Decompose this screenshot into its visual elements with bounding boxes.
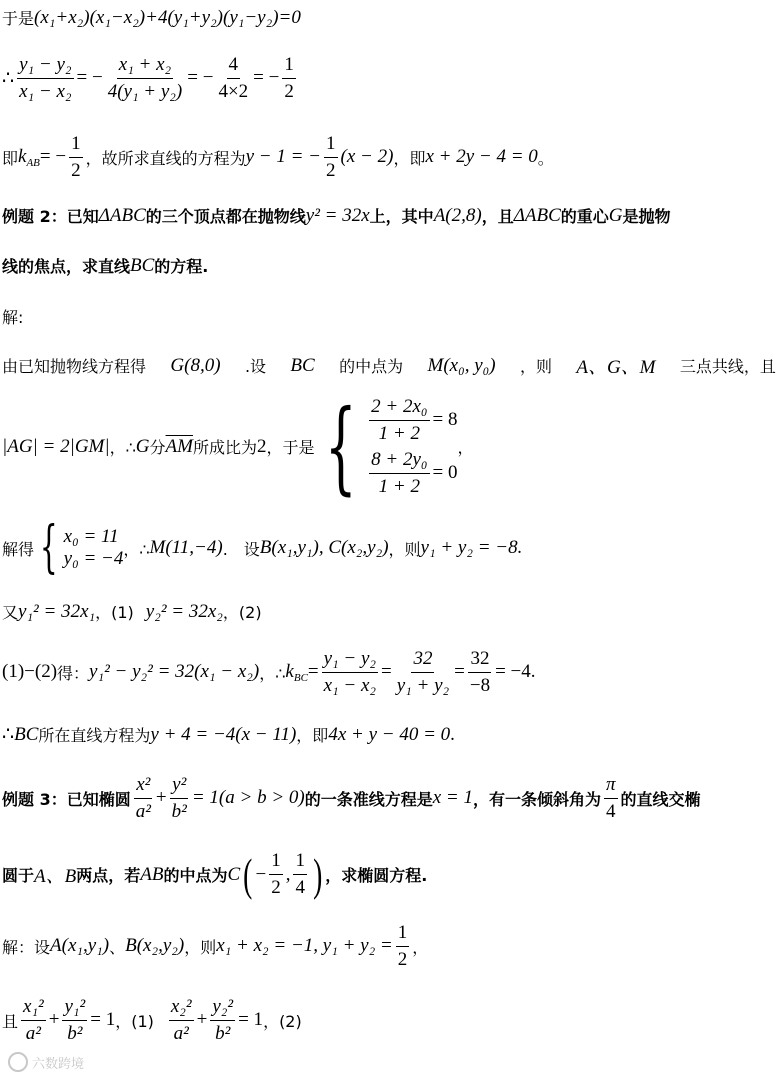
math-expression: A(2,8): [433, 204, 482, 226]
text: 。: [537, 148, 554, 168]
equation-line-1: [2, 6, 301, 29]
watermark-logo-icon: [8, 1052, 28, 1072]
text: ，(2): [222, 603, 262, 622]
fraction: $\frac{1}{2}$: [326, 133, 336, 181]
math-expression: x + 2y − 4 = 0: [425, 146, 538, 168]
math-expression: = 1: [238, 1009, 264, 1031]
text: 所成比为: [192, 438, 257, 458]
text: ，即: [296, 726, 329, 745]
math-expression: B(x₁,y₁), C(x₂,y₂): [259, 537, 389, 558]
text: 、: [109, 937, 126, 957]
therefore-symbol: ∴: [2, 67, 15, 89]
equation-system: { x₀ = 11 y₀ = −4: [39, 515, 124, 580]
text: ，有一条倾斜角为: [473, 789, 602, 809]
text: 的一条准线方程是: [304, 789, 433, 809]
math-expression: G(8,0): [170, 354, 221, 376]
text: . 设: [222, 539, 260, 559]
math-expression: BC: [14, 723, 39, 745]
math-expression: y₁ + y₂ = −8.: [420, 537, 523, 558]
text: 的中点为: [339, 357, 404, 376]
text: 是抛物: [622, 207, 671, 226]
slope-ab: $k_{AB}$: [18, 145, 40, 169]
text: 线的焦点，求直线: [2, 257, 131, 276]
text: 的三个顶点都在抛物线: [145, 207, 306, 226]
math-expression: y + 4 = −4(x − 11): [150, 723, 297, 745]
text: 解：设: [2, 937, 51, 957]
math-expression: y₂² = 32x₂: [145, 600, 223, 622]
math-expression: G: [135, 435, 150, 457]
text: 于是: [2, 9, 35, 28]
equation-line-3: [2, 133, 554, 182]
math-expression: C: [227, 863, 241, 885]
example-2-title-cont: [2, 254, 208, 277]
math-expression: y₁² − y₂² = 32(x₁ − x₂): [89, 661, 260, 683]
math-expression: AB: [140, 863, 164, 885]
math-expression: M(11,−4): [149, 537, 223, 558]
text: ，求椭圆方程.: [325, 866, 428, 885]
text: .: [450, 723, 455, 745]
math-expression: = 8: [432, 409, 458, 431]
example-3-title: 例题 3：已知椭圆 $\frac{\text{x²}}{\text{a²}}$ + $\frac{\text{y²}}{\text{b²}}$ = 1(a > b > 0) 的一条准线方程是 x = 1 ，有一条倾斜角为 $\frac{\pi}{4}$ 的直线交椭: [2, 774, 701, 822]
text: = −: [39, 146, 67, 168]
math-expression: y − 1 = −: [245, 146, 322, 168]
math-expression: = 1(a > b > 0): [191, 787, 305, 809]
text: .设: [244, 357, 267, 376]
text: ，则: [184, 937, 217, 957]
text: ，∴: [259, 663, 286, 683]
solution-line-3: [2, 515, 523, 580]
text: ，(1): [115, 1011, 154, 1031]
watermark: [8, 1052, 84, 1072]
text: 的重心: [560, 207, 609, 226]
example-2-title: [2, 204, 671, 227]
text: 解:: [2, 308, 24, 327]
equation-line-2: ∴ $\frac{\text{y₁ − y₂}}{\text{x₁ − x₂}}$ = − $\frac{\text{x₁ + x₂}}{\text{4(y₁ + y₂)}}$ = − $\frac{4}{4\times 2}$ = − $\frac{1}{2}$: [2, 54, 294, 102]
fraction: $\frac{\text{x₁ + x₂}}{\text{4(y₁ + y₂)}}$: [107, 54, 183, 102]
math-expression: y₀ = −4: [63, 548, 124, 569]
math-expression: y₁² = 32x₁: [18, 600, 96, 622]
math-expression: (x − 2): [340, 146, 394, 168]
math-expression: x = 1: [432, 787, 473, 809]
math-expression: x₁ + x₂ = −1, y₁ + y₂ =: [216, 935, 393, 957]
fraction: $\frac{4}{4\times 2}$: [218, 54, 249, 102]
watermark-text: 六数跨境: [32, 1056, 85, 1072]
math-expression: |AG| = 2|GM|: [2, 435, 110, 457]
equation-system: { $\frac{\text{2 + 2x₀}}{1 + 2}$ = 8 $\frac{\text{8 + 2y₀}}{1 + 2}$ = 0 ，: [324, 387, 474, 505]
solution-label: [2, 305, 23, 328]
math-expression: 2: [256, 435, 267, 457]
text: ∴: [2, 724, 15, 745]
text: 解得: [2, 539, 35, 559]
text: 例题 2：已知: [2, 207, 99, 226]
solution-line-6: [2, 723, 455, 746]
text: ，(1): [95, 603, 134, 622]
text: ，则: [519, 357, 552, 376]
text: 且: [2, 1011, 19, 1031]
text: ，: [412, 937, 429, 957]
fraction: $\frac{\text{y₁ − y₂}}{\text{x₁ − x₂}}$: [19, 54, 72, 102]
text: 得：: [57, 663, 90, 683]
solution-line-2: [2, 387, 474, 505]
text: ，故所求直线的方程为: [85, 148, 246, 168]
math-expression: (1)−(2): [2, 661, 58, 683]
math-expression: (x₁+x₂)(x₁−x₂)+4(y₁+y₂)(y₁−y₂)=0: [34, 6, 301, 28]
math-expression: G: [608, 204, 623, 226]
text: ，∴: [123, 539, 150, 559]
math-expression: A(x₁,y₁): [50, 935, 110, 957]
solution-line-7: 解：设 A(x₁,y₁) 、 B(x₂,y₂) ，则 x₁ + x₂ = −1, y₁ + y₂ = $\frac{1}{2}$ ，: [2, 922, 429, 970]
text: 三点共线，且: [679, 357, 776, 376]
solution-line-4: [2, 600, 262, 623]
text: 圆于: [2, 866, 35, 885]
text: 分: [149, 438, 166, 458]
math-expression: ΔABC: [98, 204, 146, 226]
math-expression: ΔABC: [513, 204, 561, 226]
text: 例题 3：已知椭圆: [2, 789, 131, 809]
math-expression: 4x + y − 40 = 0: [328, 723, 451, 745]
math-expression: x₀ = 11: [63, 526, 119, 547]
text: ，于是: [266, 438, 315, 458]
text: 上，其中: [369, 207, 434, 226]
text: ，即: [393, 148, 426, 168]
text: ，且: [481, 207, 514, 226]
slope-bc: $k_{BC}$: [285, 660, 308, 684]
text: 又: [2, 603, 19, 622]
text: 两点，若: [76, 866, 141, 885]
text: ，(2): [263, 1011, 302, 1031]
math-expression: y² = 32x: [305, 204, 370, 226]
math-expression: BC: [290, 354, 315, 376]
math-expression: = 0: [432, 462, 458, 484]
solution-line-8: 且 $\frac{\text{x₁²}}{\text{a²}}$ + $\frac{\text{y₁²}}{\text{b²}}$ = 1 ，(1) $\frac{\text{x₂²}}{\text{a²}}$ + $\frac{\text{y₂²}}{\text{b²}}$ = 1 ，(2): [2, 996, 302, 1044]
text: ，: [457, 438, 474, 458]
text: 即: [2, 148, 19, 168]
math-expression: BC: [130, 254, 155, 276]
fraction: $\frac{1}{2}$: [71, 133, 81, 181]
math-expression: M(x₀, y₀): [427, 354, 496, 376]
text: ，∴: [109, 438, 136, 458]
text: 所在直线方程为: [38, 726, 151, 745]
math-expression: A、B: [34, 866, 77, 887]
text: ，则: [388, 539, 421, 559]
example-3-title-cont: 圆于 A、B 两点，若 AB 的中点为 C ( − $\frac{1}{2}$ , $\frac{1}{4}$ ) ，求椭圆方程.: [2, 849, 428, 900]
math-expression: = 1: [90, 1009, 116, 1031]
solution-line-1: [2, 352, 776, 379]
text: 的中点为: [163, 866, 228, 885]
math-expression: $\overline{AM}$: [165, 435, 193, 457]
solution-line-5: (1)−(2) 得： y₁² − y₂² = 32(x₁ − x₂) ，∴ $k_{BC}$ = $\frac{\text{y₁ − y₂}}{\text{x₁ − x₂}}$ = $\frac{32}{\text{y₁ + y₂}}$ = $\frac{32}{-8}$ = −4.: [2, 648, 536, 696]
math-expression: = −4.: [495, 661, 536, 683]
text: 的方程.: [154, 257, 209, 276]
math-expression: B(x₂,y₂): [125, 935, 185, 957]
fraction: $\frac{1}{2}$: [284, 54, 294, 102]
math-expression: A、G、M: [576, 357, 656, 378]
text: 由已知抛物线方程得: [2, 357, 147, 376]
text: 的直线交椭: [620, 789, 701, 809]
